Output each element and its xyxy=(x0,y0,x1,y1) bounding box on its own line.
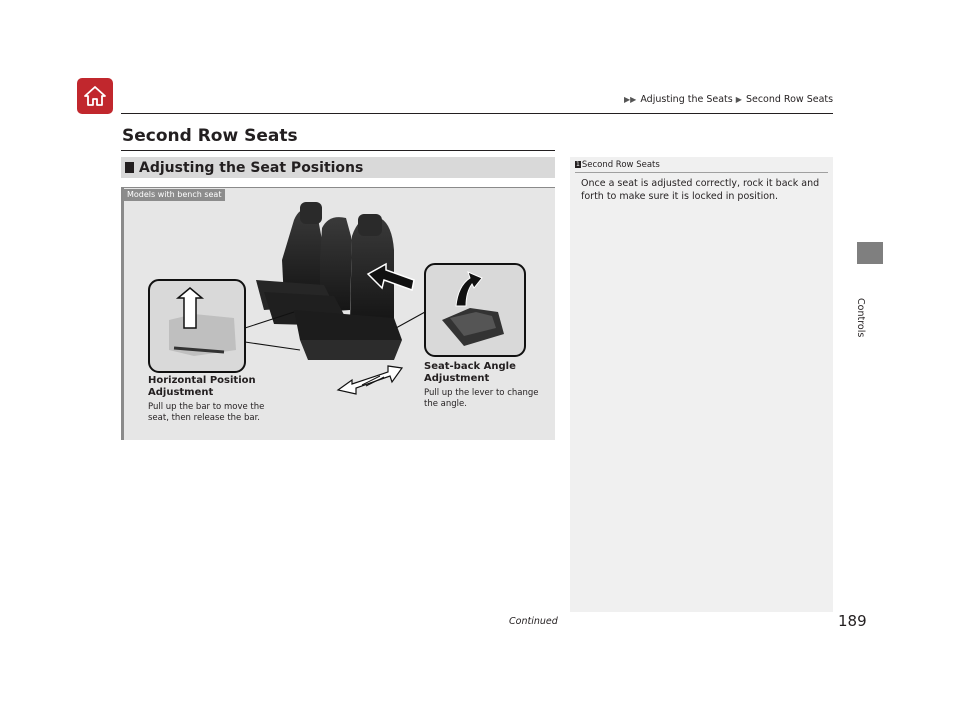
slide-arrow-icon xyxy=(338,366,402,394)
seatback-desc-line1: Pull up the lever to change xyxy=(424,388,539,398)
seatback-desc-line2: the angle. xyxy=(424,399,467,409)
seatback-lever-inset xyxy=(396,264,525,356)
chapter-tab[interactable] xyxy=(857,242,883,264)
title-divider xyxy=(121,150,555,151)
horizontal-desc-line1: Pull up the bar to move the xyxy=(148,402,265,412)
side-note-divider xyxy=(575,172,828,173)
horizontal-callout-title xyxy=(148,375,258,399)
seatback-title-line2: Adjustment xyxy=(424,373,490,384)
breadcrumb-item-adjusting-seats[interactable]: Adjusting the Seats xyxy=(640,94,733,105)
breadcrumb-arrow-icon: ▶▶ xyxy=(624,95,637,104)
side-note-line2: forth to make sure it is locked in position. xyxy=(581,191,779,202)
home-icon xyxy=(83,85,107,107)
horizontal-callout-title-text: Horizontal Position Adjustment xyxy=(148,375,256,398)
side-note-label xyxy=(575,160,660,170)
side-note-text xyxy=(581,177,821,203)
chapter-label[interactable]: Controls xyxy=(855,298,866,338)
section-square-icon xyxy=(125,162,134,173)
side-note-line1: Once a seat is adjusted correctly, rock it back and xyxy=(581,178,820,189)
home-button[interactable] xyxy=(77,78,113,114)
side-note-panel xyxy=(570,157,833,612)
continued-label: Continued xyxy=(509,616,558,627)
figure-top-rule xyxy=(121,187,555,188)
breadcrumb-arrow-icon: ▶ xyxy=(735,95,742,104)
page-title: Second Row Seats xyxy=(122,126,298,146)
breadcrumb xyxy=(624,94,833,105)
section-heading xyxy=(121,157,555,178)
model-tag: Models with bench seat xyxy=(123,189,225,201)
seatback-callout-title xyxy=(424,361,516,385)
seatback-title-line1: Seat-back Angle xyxy=(424,361,516,372)
horizontal-callout-desc xyxy=(148,402,264,424)
section-heading-text: Adjusting the Seat Positions xyxy=(139,159,364,176)
side-note-label-text: Second Row Seats xyxy=(581,160,660,170)
header-divider xyxy=(121,113,833,114)
page-number: 189 xyxy=(838,612,867,630)
horizontal-desc-line2: seat, then release the bar. xyxy=(148,413,261,423)
seatback-callout-desc xyxy=(424,388,539,410)
breadcrumb-item-second-row-seats[interactable]: Second Row Seats xyxy=(745,94,834,105)
note-marker-icon: 1 xyxy=(576,161,580,168)
